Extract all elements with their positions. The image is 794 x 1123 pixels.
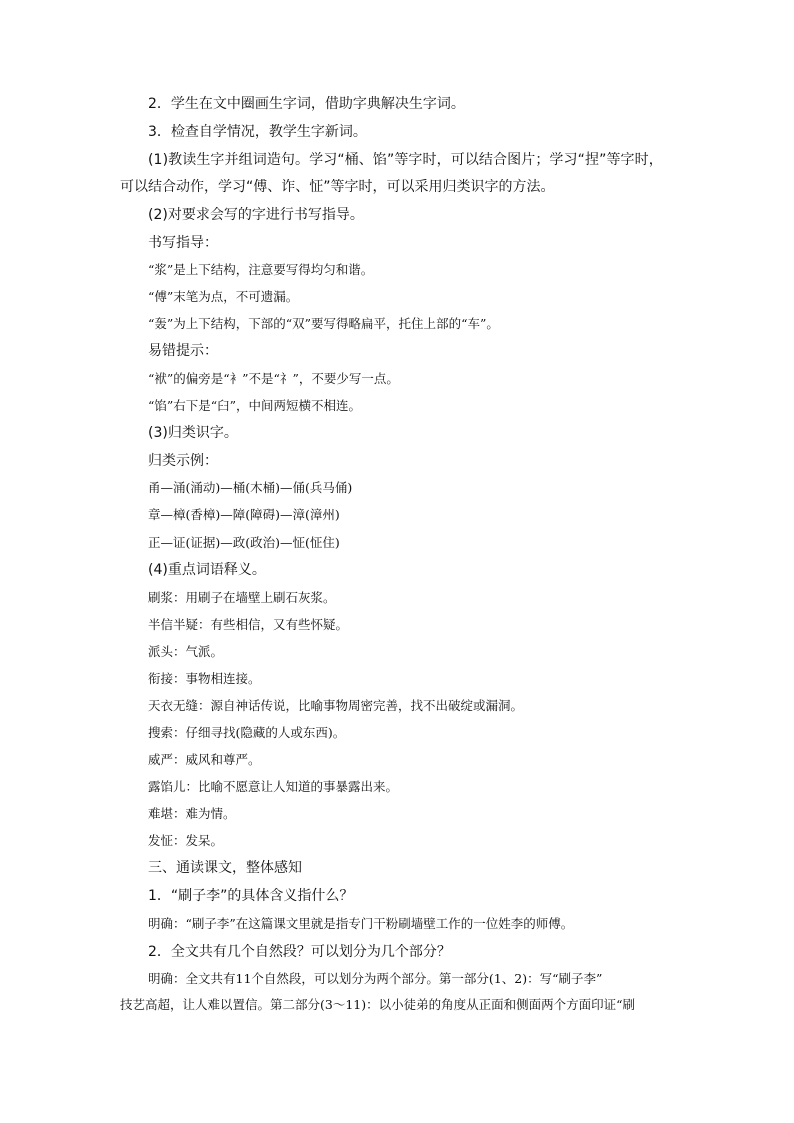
text-line: 易错提示： <box>148 343 218 359</box>
text-line: 书写指导： <box>148 235 218 251</box>
text-line: 搜索：仔细寻找(隐藏的人或东西)。 <box>148 725 346 740</box>
section-heading: 三、通读课文，整体感知 <box>148 860 302 876</box>
question: 1．“刷子李”的具体含义指什么？ <box>148 888 354 904</box>
text-line: 发怔：发呆。 <box>148 833 224 848</box>
question: 2．全文共有几个自然段？可以划分为几个部分？ <box>148 944 451 960</box>
answer-line: 明确：“刷子李”在这篇课文里就是指专门干粉刷墙壁工作的一位姓李的师傅。 <box>148 916 574 931</box>
text-line: 可以结合动作，学习“傅、诈、怔”等字时，可以采用归类识字的方法。 <box>120 179 555 195</box>
text-line: “浆”是上下结构，注意要写得均匀和谐。 <box>148 262 374 277</box>
text-line: 3．检查自学情况，教学生字新词。 <box>148 124 367 140</box>
text-line: 归类示例： <box>148 453 218 469</box>
text-line: 半信半疑：有些相信，又有些怀疑。 <box>148 617 349 632</box>
text-line: “袱”的偏旁是“衤”不是“礻”，不要少写一点。 <box>148 371 399 386</box>
text-line: 威严：威风和尊严。 <box>148 752 261 767</box>
text-line: 派头：气派。 <box>148 644 224 659</box>
text-line: 天衣无缝：源自神话传说，比喻事物周密完善，找不出破绽或漏洞。 <box>148 698 524 713</box>
text-line: 甬—涌(涌动)—桶(木桶)—俑(兵马俑) <box>148 480 353 495</box>
text-line: (4)重点词语释义。 <box>148 562 266 578</box>
text-line: 衔接：事物相连接。 <box>148 671 261 686</box>
text-line: 章—樟(香樟)—障(障碍)—漳(漳州) <box>148 507 340 522</box>
answer-line: 明确：全文共有11个自然段，可以划分为两个部分。第一部分(1、2)：写“刷子李” <box>148 971 603 986</box>
text-line: 2．学生在文中圈画生字词，借助字典解决生字词。 <box>148 96 465 112</box>
text-line: “馅”右下是“臼”，中间两短横不相连。 <box>148 398 362 413</box>
text-line: 正—证(证据)—政(政治)—怔(怔住) <box>148 535 340 550</box>
answer-line: 技艺高超，让人难以置信。第二部分(3～11)：以小徒弟的角度从正面和侧面两个方面印证“刷 <box>120 997 636 1012</box>
text-line: 难堪：难为情。 <box>148 806 236 821</box>
text-line: 刷浆：用刷子在墙壁上刷石灰浆。 <box>148 590 336 605</box>
text-line: “轰”为上下结构，下部的“双”要写得略扁平，托住上部的“车”。 <box>148 316 499 331</box>
text-line: 露馅儿：比喻不愿意让人知道的事暴露出来。 <box>148 779 399 794</box>
text-line: (2)对要求会写的字进行书写指导。 <box>148 207 364 223</box>
text-line: “傅”末笔为点，不可遗漏。 <box>148 289 299 304</box>
text-line: (3)归类识字。 <box>148 425 238 441</box>
text-line: (1)教读生字并组词造句。学习“桶、馅”等字时，可以结合图片；学习“捏”等字时， <box>148 152 663 168</box>
